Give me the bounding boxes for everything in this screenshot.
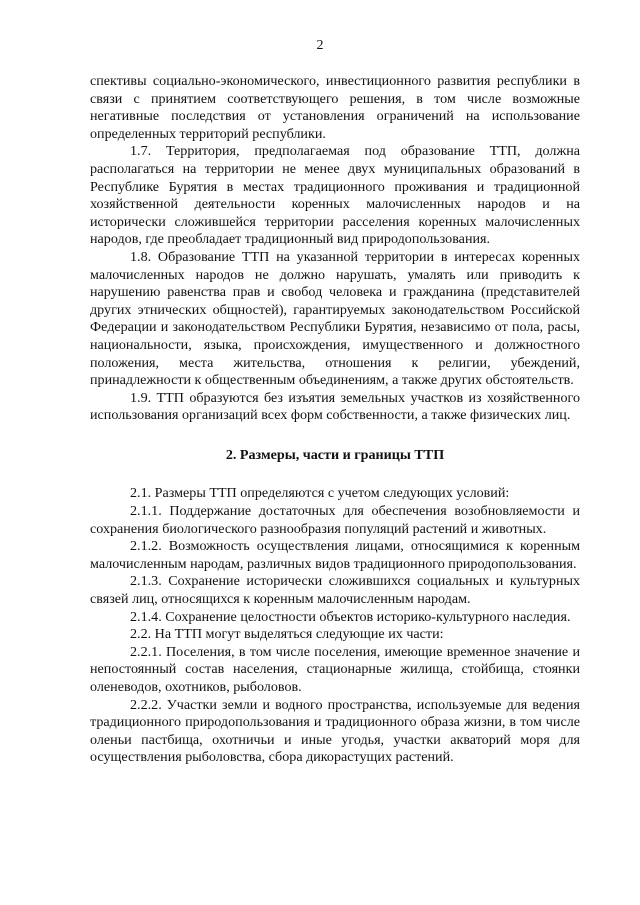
document-body: [90, 73, 580, 767]
paragraph-2-1-1: 2.1.1. Поддержание достаточных для обеспечения возобновляемости и сохранения биологического разнообразия популяций растений и животных.: [90, 503, 580, 537]
section-title: 2. Размеры, части и границы ТТП: [225, 446, 445, 463]
paragraph-1-9: 1.9. ТТП образуются без изъятия земельных участков из хозяйственного использования организаций всех форм собственности, а также физических лиц.: [90, 389, 580, 424]
paragraph-2-2: 2.2. На ТТП могут выделяться следующие их части:: [130, 626, 444, 643]
paragraph-1-8: 1.8. Образование ТТП на указанной территории в интересах коренных малочисленных народов не должно нарушать, умалять или приводить к нарушению равенства прав и свобод человека и гражданина (представителей других этнических общностей), гарантируемых законодательством Российской Федерации и законодательством Республики Бурятия, независимо от пола, расы, национальности, языка, происхождения, имущественного и должностного положения, места жительства, отношения к религии, убеждений, принадлежности к общественным объединениям, а также других обстоятельств.: [90, 248, 580, 389]
paragraph-continuation: спективы социально-экономического, инвестиционного развития республики в связи с принятием соответствующего решения, в том числе возможные негативные последствия от установления ограничений на использование определенных территорий республики.: [90, 73, 580, 142]
paragraph-1-7: 1.7. Территория, предполагаемая под образование ТТП, должна располагаться на территории не менее двух муниципальных образований в Республике Бурятия в местах традиционного проживания и традиционной хозяйственной деятельности коренных малочисленных народов и на исторически сложившейся территории расселения коренных малочисленных народов, где преобладает традиционный вид природопользования.: [90, 143, 580, 248]
paragraph-2-1-4: 2.1.4. Сохранение целостности объектов историко-культурного наследия.: [130, 608, 571, 625]
paragraph-2-1: 2.1. Размеры ТТП определяются с учетом следующих условий:: [130, 485, 510, 502]
page-number: 2: [316, 38, 324, 53]
paragraph-2-2-2: 2.2.2. Участки земли и водного пространства, используемые для ведения традиционного природопользования и традиционного образа жизни, в том числе оленьи пастбища, охотничьи и иные угодья, участки акваторий моря для осуществления рыболовства, сбора дикорастущих растений.: [90, 696, 580, 766]
paragraph-2-2-1: 2.2.1. Поселения, в том числе поселения, имеющие временное значение и непостоянный состав населения, стационарные жилища, стойбища, стоянки оленеводов, охотников, рыболовов.: [90, 643, 580, 695]
paragraph-2-1-3: 2.1.3. Сохранение исторически сложившихся социальных и культурных связей лиц, относящихся к коренным малочисленным народам.: [90, 573, 580, 608]
paragraph-2-1-2: 2.1.2. Возможность осуществления лицами, относящимися к коренным малочисленным народам, различных видов традиционного природопользования.: [90, 538, 580, 572]
